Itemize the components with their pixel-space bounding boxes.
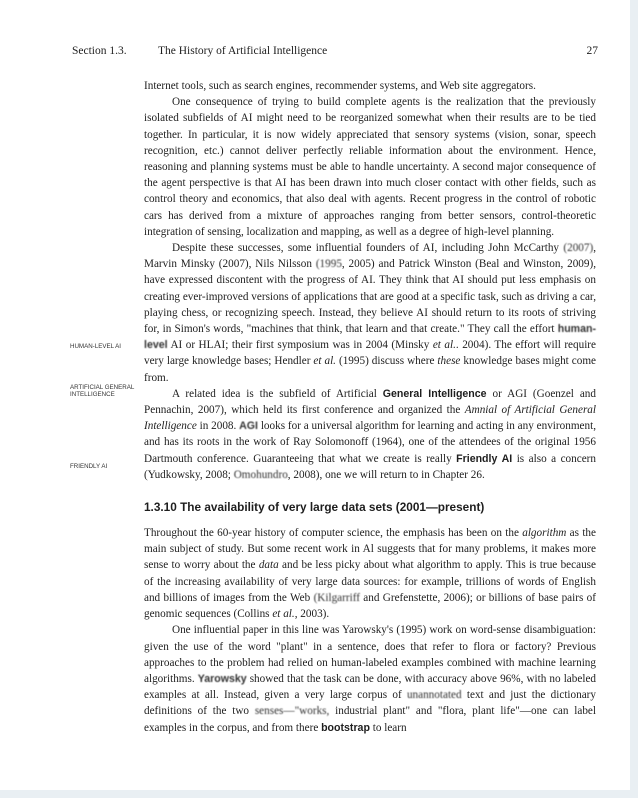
text-run: is also a concern (Yudkowsky, 2008; — [144, 452, 596, 481]
paragraph-founders-discontent — [144, 240, 596, 386]
margin-note-friendly-ai: FRIENDLY AI — [70, 463, 108, 470]
text-run: as the main subject of study. But some recent work in Al suggests that for many problems, it makes more sense to worry about the — [144, 527, 596, 572]
text-run: , 2003). — [294, 608, 330, 621]
text-run: (1995) discuss where — [335, 355, 438, 368]
et-al: et al. — [313, 355, 336, 368]
term-general-intelligence: General Intelligence — [382, 387, 487, 400]
et-al: et al. — [272, 608, 295, 621]
et-al: et al. — [432, 339, 456, 352]
citation-year: (2007) — [563, 242, 594, 255]
text-run: A related idea is the subfield of Artificial — [172, 387, 383, 400]
text-run: . 2004). The effort will require very large knowledge bases; Hendler — [144, 339, 597, 368]
text-run: Internet tools, such as search engines, recommender systems, and Web site aggregators. — [144, 80, 536, 92]
citation-year: (1995 — [315, 258, 342, 271]
term-human-level: human-level — [144, 323, 596, 352]
emphasis-algorithm: algorithm — [522, 527, 567, 540]
text-run: knowledge bases might come from. — [144, 355, 596, 384]
blurred-word: unannotated — [406, 689, 462, 702]
text-run: Despite these successes, some influential founders of AI, including John McCarthy — [172, 242, 564, 255]
body-text — [144, 78, 596, 736]
term-agi: AGI — [239, 420, 258, 433]
text-run: AI or HLAI; their first symposium was in 2004 (Minsky — [167, 339, 433, 352]
text-run: and Grefenstette, 2006); or billions of base pairs of genomic sequences (Collins — [144, 591, 596, 621]
header-section-number: Section 1.3. — [72, 45, 127, 57]
text-run: , 2005) and Patrick Winston (Beal and Winston, 2009), have expressed discontent with the progress of AI. They think that AI should put less emphasis on creating ever-improved versions of applications that are good at a specific task, such as driving a car, playing chess, or recognizing speech. Instead, they believe AI should return to its roots of striving for, in Simon's words, "machines that think, that learn and that create." They call the effort — [144, 258, 596, 336]
emphasis-these: these — [437, 355, 461, 368]
citation-author: (Kilgarriff — [313, 591, 360, 604]
text-run: industrial plant" and "flora, plant life"—one can label examples in the corpus, and from there — [144, 705, 596, 734]
running-header — [72, 45, 598, 61]
paragraph-agent-consequences — [144, 94, 596, 240]
text-run: Throughout the 60-year history of computer science, the emphasis has been on the — [144, 527, 523, 540]
paragraph-agi — [144, 386, 596, 483]
text-run: looks for a universal algorithm for learning and acting in any environment, and has its roots in the work of Ray Solomonoff (1964), one of the attendees of the original 1956 Dartmouth conference. Guaranteeing that what we create is really — [144, 420, 596, 465]
text-run: to learn — [369, 721, 407, 734]
margin-note-artificial-general-intelligence: ARTIFICIAL GENERAL INTELLIGENCE — [70, 384, 135, 398]
text-run: One influential paper in this line was Yarowsky's (1995) work on word-sense disambiguation: given the use of the word "plant" in a sentence, does that refer to flora or factory? Previous approaches to the problem had relied on human-labeled examples combined with machine learning algorithms. — [144, 624, 596, 685]
journal-title: Amnial of Artificial General Intelligence — [144, 404, 597, 433]
paragraph-continuation — [144, 78, 596, 94]
header-chapter-title: The History of Artificial Intelligence — [158, 45, 328, 57]
paragraph-data-sets — [144, 525, 596, 622]
paragraph-yarowsky — [144, 622, 596, 735]
citation-author: Yarowsky — [197, 672, 247, 685]
text-run: showed that the task can be done, with accuracy above 96%, with no labeled examples at all. Instead, given a very large corpus of — [144, 672, 597, 702]
subsection-heading: 1.3.10 The availability of very large data sets (2001—present) — [144, 500, 485, 515]
text-run: and be less picky about what algorithm to apply. This is true because of the increasing availability of very large data sources: for example, trillions of words of English and billions of images from the Web — [144, 559, 596, 604]
text-run: or AGI (Goenzel and Pennachin, 2007), which held its first conference and organized the — [144, 387, 596, 417]
citation-author: Omohundro — [233, 468, 288, 481]
term-bootstrap: bootstrap — [321, 721, 370, 734]
emphasis-data: data — [258, 559, 279, 572]
text-run: , Marvin Minsky (2007), Nils Nilsson — [144, 242, 596, 271]
text-run: , 2008), one we will return to in Chapter 26. — [287, 468, 485, 481]
margin-note-human-level-ai: HUMAN-LEVEL AI — [70, 343, 122, 350]
header-page-number: 27 — [586, 45, 598, 57]
term-friendly-ai: Friendly AI — [456, 452, 513, 465]
text-run: One consequence of trying to build complete agents is the realization that the previously isolated subfields of AI might need to be reorganized somewhat when their results are to be tied together. In particular, it is now widely appreciated that sensory systems (vision, sonar, speech recognition, etc.) cannot deliver perfectly reliable information about the environment. Hence, reasoning and planning systems must be able to handle uncertainty. A second major consequence of the agent perspective is that AI has been drawn into much closer contact with other fields, such as control theory and economics, that also deal with agents. Recent progress in the control of robotic cars has derived from a mixture of approaches ranging from better sensors, control-theoretic integration of sensing, localization and mapping, as well as a degree of high-level planning. — [144, 96, 596, 238]
text-run: in 2008. — [196, 420, 240, 433]
text-run: text and just the dictionary definitions of the two — [144, 689, 597, 718]
blurred-word: senses—"works, — [254, 705, 330, 718]
